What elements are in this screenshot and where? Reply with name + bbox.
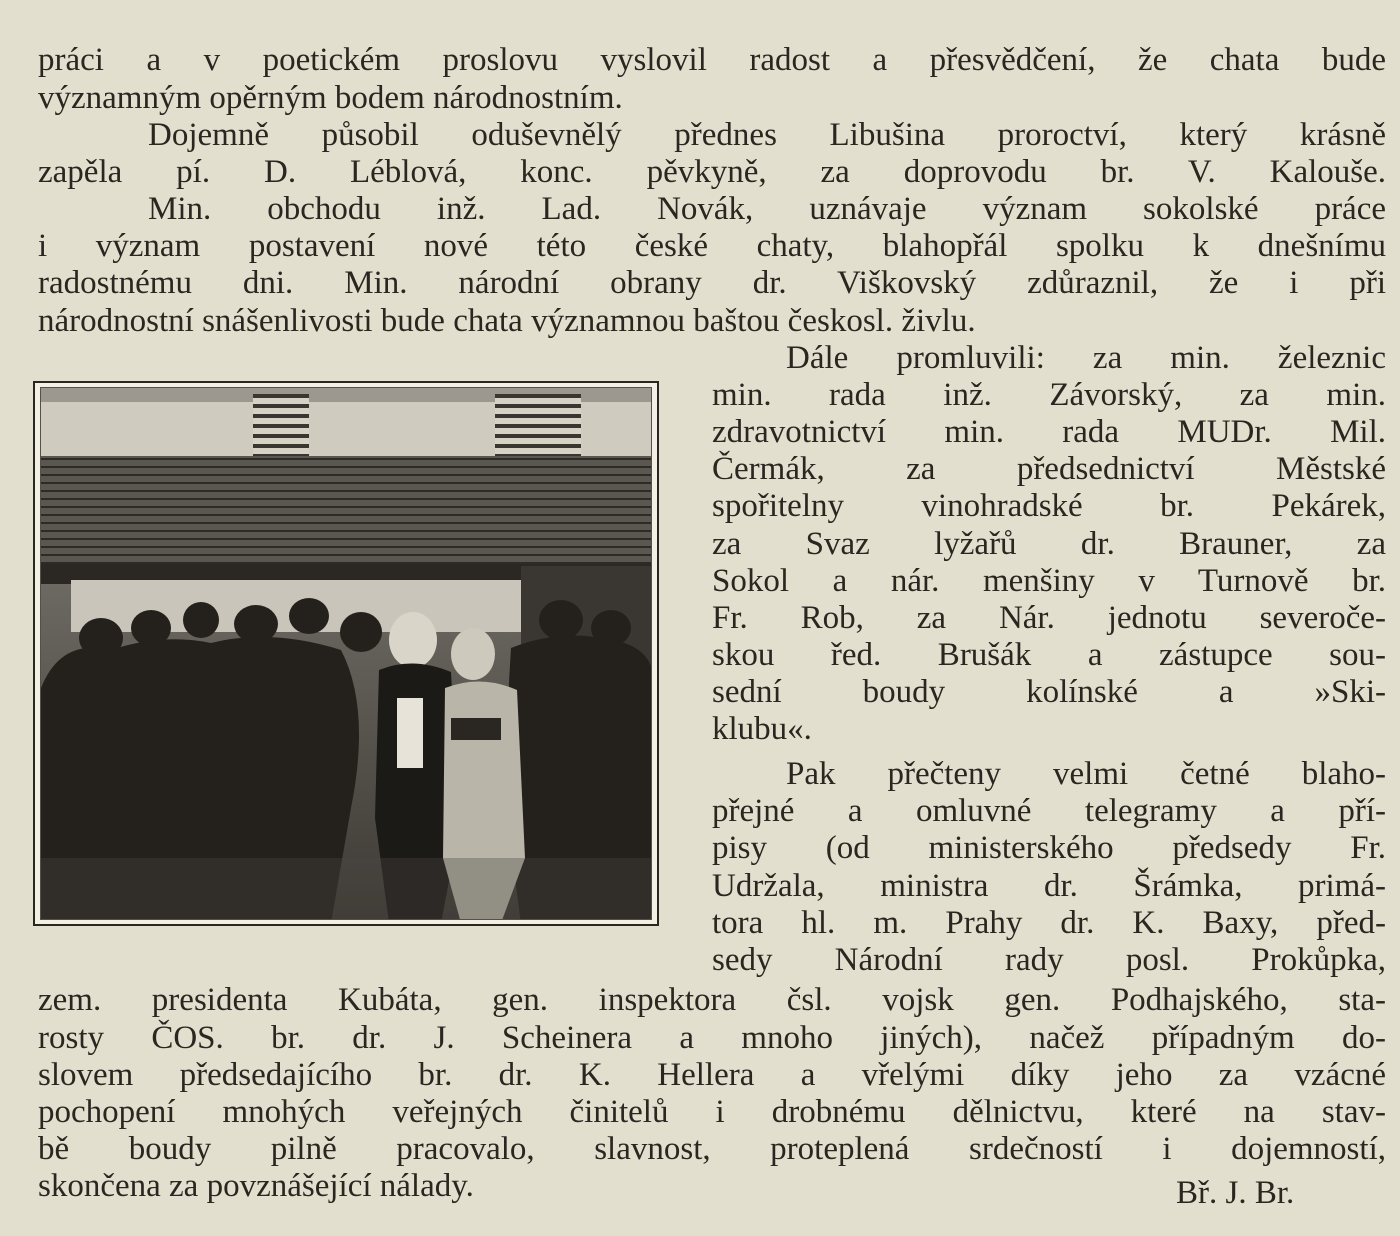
- text-line: za Svaz lyžařů dr. Brauner, za: [712, 526, 1386, 562]
- text-line: Pak přečteny velmi četné blaho-: [786, 756, 1386, 792]
- text-line: Udržala, ministra dr. Šrámka, primá-: [712, 868, 1386, 904]
- text-line: bě boudy pilně pracovalo, slavnost, proteplená srdečností i dojemností,: [38, 1131, 1386, 1167]
- text-line: pochopení mnohých veřejných činitelů i drobnému dělnictvu, které na stav-: [38, 1094, 1386, 1130]
- text-line: sedy Národní rady posl. Prokůpka,: [712, 942, 1386, 978]
- text-line: Dojemně působil oduševnělý přednes Libušina proroctví, který krásně: [148, 117, 1386, 153]
- text-line: přejné a omluvné telegramy a pří-: [712, 793, 1386, 829]
- text-line: min. rada inž. Závorský, za min.: [712, 377, 1386, 413]
- text-line: slovem předsedajícího br. dr. K. Hellera a vřelými díky jeho za vzácné: [38, 1057, 1386, 1093]
- text-line: zdravotnictví min. rada MUDr. Mil.: [712, 414, 1386, 450]
- text-line: Min. obchodu inž. Lad. Novák, uznávaje význam sokolské práce: [148, 191, 1386, 227]
- text-line: skončena za povznášející nálady.: [38, 1168, 474, 1204]
- text-line: Dále promluvili: za min. železnic: [786, 340, 1386, 376]
- text-line: sední boudy kolínské a »Ski-: [712, 674, 1386, 710]
- text-line: významným opěrným bodem národnostním.: [38, 80, 623, 116]
- text-line: klubu«.: [712, 711, 812, 747]
- text-line: Fr. Rob, za Nár. jednotu severoče-: [712, 600, 1386, 636]
- text-line: skou řed. Brušák a zástupce sou-: [712, 637, 1386, 673]
- crowd-photo-image: [41, 388, 652, 920]
- text-line: tora hl. m. Prahy dr. K. Baxy, před-: [712, 905, 1386, 941]
- text-line: rosty ČOS. br. dr. J. Scheinera a mnoho jiných), načež případným do-: [38, 1020, 1386, 1056]
- text-line: zapěla pí. D. Léblová, konc. pěvkyně, za doprovodu br. V. Kalouše.: [38, 154, 1386, 190]
- text-line: spořitelny vinohradské br. Pekárek,: [712, 488, 1386, 524]
- photo-frame: [33, 381, 659, 926]
- author-signature: Bř. J. Br.: [1176, 1175, 1295, 1211]
- text-line: národnostní snášenlivosti bude chata významnou baštou českosl. živlu.: [38, 303, 976, 339]
- text-line: zem. presidenta Kubáta, gen. inspektora čsl. vojsk gen. Podhajského, sta-: [38, 982, 1386, 1018]
- text-line: Sokol a nár. menšiny v Turnově br.: [712, 563, 1386, 599]
- text-line: Čermák, za předsednictví Městské: [712, 451, 1386, 487]
- text-line: radostnému dni. Min. národní obrany dr. Viškovský zdůraznil, že i při: [38, 265, 1386, 301]
- text-line: práci a v poetickém proslovu vyslovil radost a přesvědčení, že chata bude: [38, 42, 1386, 78]
- text-line: pisy (od ministerského předsedy Fr.: [712, 830, 1386, 866]
- crowd-photo: [40, 387, 652, 920]
- text-line: i význam postavení nové této české chaty, blahopřál spolku k dnešnímu: [38, 228, 1386, 264]
